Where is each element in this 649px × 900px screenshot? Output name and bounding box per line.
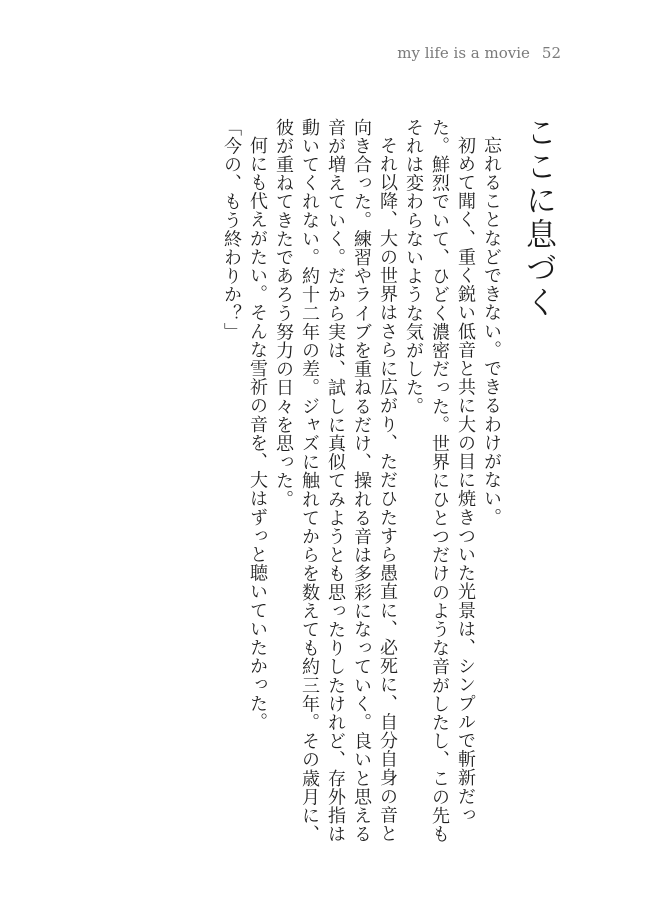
book-title: my life is a movie <box>397 44 530 62</box>
section-title: ここに息づく <box>520 116 556 320</box>
paragraph: それ以降、大の世界はさらに広がり、ただひたすら愚直に、必死に、自分自身の音と向き合った。練習やライブを重ねるだけ、操れる音は多彩になっていく。良いと思える音が増えていく。だから実は、試しに真似てみようとも思ったりしたけれど、存外指は動いてくれない。約十二年の差。ジャズに触れてからを数えても約三年。その歳月に、彼が重ねてきたであろう努力の日々を思った。 <box>273 118 398 844</box>
page-number: 52 <box>541 44 561 62</box>
paragraph: 何にも代えがたい。そんな雪祈の音を、大はずっと聴いていたかった。 <box>247 136 268 732</box>
paragraph: 忘れることなどできない。できるわけがない。 <box>481 136 502 527</box>
body-text <box>104 118 504 853</box>
running-header <box>397 44 561 62</box>
dialogue-line: 「今の、もう終わりか？」 <box>221 118 242 342</box>
paragraph: 初めて聞く、重く鋭い低音と共に大の目に焼きついた光景は、シンプルで斬新だった。鮮烈でいて、ひどく濃密だった。世界にひとつだけのような音がしたし、この先もそれは変わらないような気がした。 <box>403 118 476 844</box>
